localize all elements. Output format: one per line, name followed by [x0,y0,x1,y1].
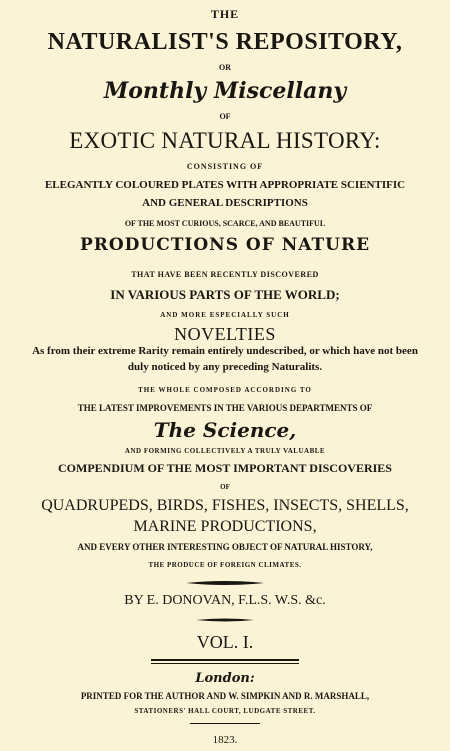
quadrupeds-line: QUADRUPEDS, BIRDS, FISHES, INSECTS, SHELLS, [41,497,409,514]
author-line: BY E. DONOVAN, F.L.S. W.S. &c. [124,593,326,608]
improvements-line: THE LATEST IMPROVEMENTS IN THE VARIOUS DEPARTMENTS OF [77,403,373,413]
main-title: NATURALIST'S REPOSITORY, [47,29,403,55]
elegantly-line: ELEGANTLY COLOURED PLATES WITH APPROPRIATE SCIENTIFIC [44,179,406,191]
ornamental-rule-2 [196,616,254,624]
double-rule [151,659,299,664]
every-other-line: AND EVERY OTHER INTERESTING OBJECT OF NATURAL HISTORY, [77,542,373,552]
volume-line: VOL. I. [196,632,254,652]
curious-line: OF THE MOST CURIOUS, SCARCE, AND BEAUTIFUL [124,219,326,228]
science-gothic: The Science, [153,418,297,442]
year-line: 1823. [212,734,238,746]
of-line-2: OF [220,483,230,491]
compendium-line: COMPENDIUM OF THE MOST IMPORTANT DISCOVERIES [58,461,392,475]
marine-line: MARINE PRODUCTIONS, [133,518,317,535]
novelties-heading: NOVELTIES [174,324,276,344]
exotic-heading: EXOTIC NATURAL HISTORY: [69,128,381,153]
title-the: THE [210,7,240,21]
forming-line: AND FORMING COLLECTIVELY A TRULY VALUABLE [124,447,326,455]
ornamental-rule-1 [186,578,264,588]
whole-line: THE WHOLE COMPOSED ACCORDING TO [138,386,312,394]
london-line: London: [195,671,255,686]
thin-rule [190,723,260,724]
recently-line: THAT HAVE BEEN RECENTLY DISCOVERED [131,270,319,279]
consisting-line: CONSISTING OF [186,162,264,171]
various-parts-line: IN VARIOUS PARTS OF THE WORLD; [110,287,340,302]
produce-line: THE PRODUCE OF FOREIGN CLIMATES. [148,561,302,569]
productions-heading: PRODUCTIONS OF NATURE [79,235,371,255]
title-of: OF [219,112,231,121]
printed-line: PRINTED FOR THE AUTHOR AND W. SIMPKIN AND R. MARSHALL, [80,691,370,701]
rarity-line-2: duly noticed by any preceding Naturalits. [127,361,323,373]
rarity-line-1: As from their extreme Rarity remain entirely undescribed, or which have not been [32,345,418,357]
title-or: OR [219,63,231,72]
subtitle-gothic: Monthly Miscellany [103,78,347,104]
especially-line: AND MORE ESPECIALLY SUCH [160,311,290,319]
stationers-line: STATIONERS' HALL COURT, LUDGATE STREET. [134,707,316,715]
general-line: AND GENERAL DESCRIPTIONS [142,197,308,209]
